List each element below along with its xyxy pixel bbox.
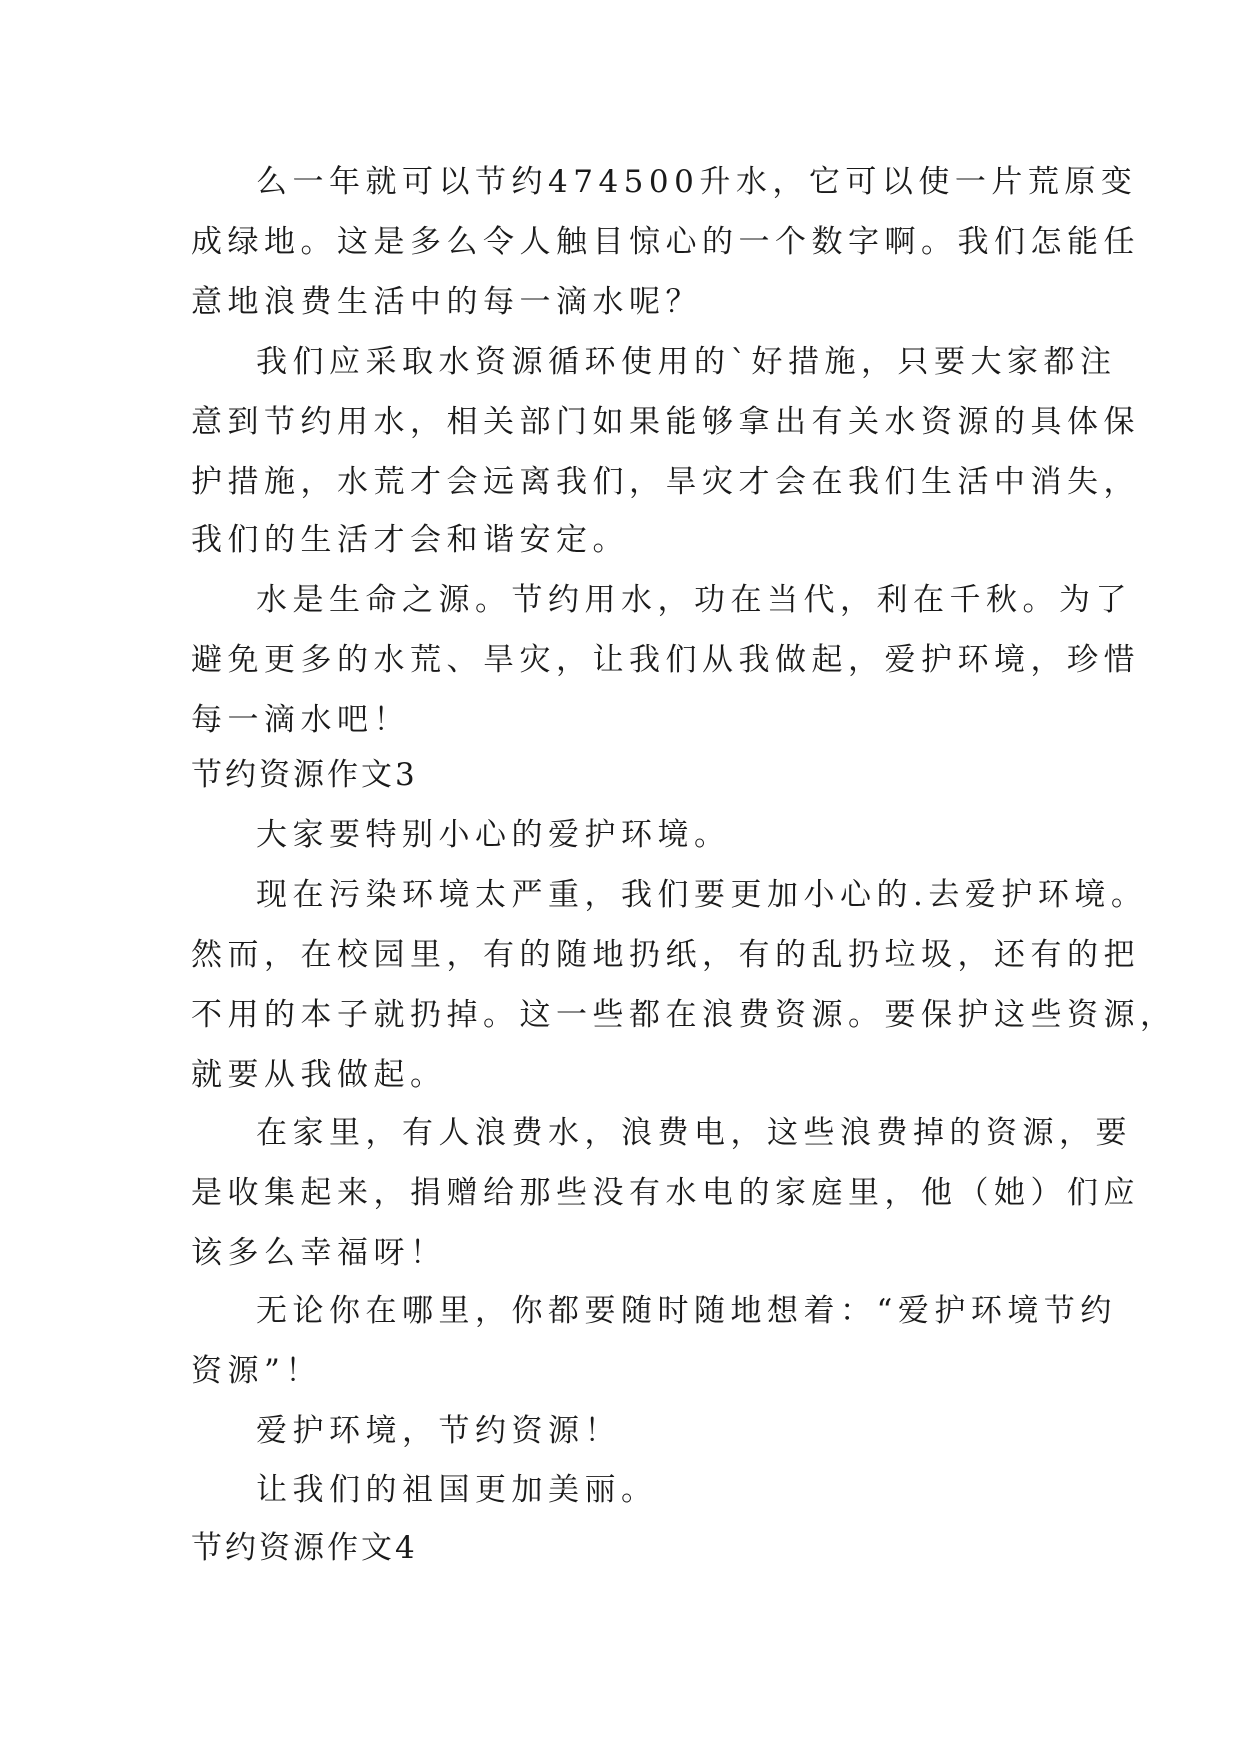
- section-heading: 节约资源作文4: [191, 1530, 418, 1566]
- paragraph-line: 我们应采取水资源循环使用的`好措施，只要大家都注: [256, 344, 1117, 380]
- paragraph-line: 然而，在校园里，有的随地扔纸，有的乱扔垃圾，还有的把: [191, 937, 1140, 973]
- paragraph-line: 资源”！: [191, 1353, 322, 1389]
- paragraph-line: 意地浪费生活中的每一滴水呢？: [191, 284, 702, 320]
- paragraph-line: 是收集起来，捐赠给那些没有水电的家庭里，他（她）们应: [191, 1175, 1140, 1211]
- paragraph-line: 意到节约用水，相关部门如果能够拿出有关水资源的具体保: [191, 404, 1140, 440]
- paragraph-line: 不用的本子就扔掉。这一些都在浪费资源。要保护这些资源，: [191, 997, 1177, 1033]
- paragraph-line: 现在污染环境太严重，我们要更加小心的.去爱护环境。: [256, 877, 1148, 913]
- paragraph-line: 就要从我做起。: [191, 1057, 447, 1093]
- paragraph-line: 每一滴水吧！: [191, 702, 410, 738]
- paragraph-line: 成绿地。这是多么令人触目惊心的一个数字啊。我们怎能任: [191, 224, 1140, 260]
- paragraph-line: 水是生命之源。节约用水，功在当代，利在千秋。为了: [256, 582, 1132, 618]
- paragraph-line: 爱护环境，节约资源！: [256, 1413, 621, 1449]
- paragraph-line: 避免更多的水荒、旱灾，让我们从我做起，爱护环境，珍惜: [191, 642, 1140, 678]
- paragraph-line: 无论你在哪里，你都要随时随地想着：“爱护环境节约: [256, 1293, 1117, 1329]
- paragraph-line: 让我们的祖国更加美丽。: [256, 1472, 658, 1508]
- paragraph-line: 我们的生活才会和谐安定。: [191, 522, 629, 558]
- paragraph-line: 护措施，水荒才会远离我们，旱灾才会在我们生活中消失，: [191, 464, 1140, 500]
- paragraph-line: 在家里，有人浪费水，浪费电，这些浪费掉的资源，要: [256, 1115, 1132, 1151]
- paragraph-line: 该多么幸福呀！: [191, 1235, 447, 1271]
- section-heading: 节约资源作文3: [191, 757, 418, 793]
- paragraph-line: 么一年就可以节约474500升水，它可以使一片荒原变: [256, 164, 1138, 200]
- paragraph-line: 大家要特别小心的爱护环境。: [256, 817, 731, 853]
